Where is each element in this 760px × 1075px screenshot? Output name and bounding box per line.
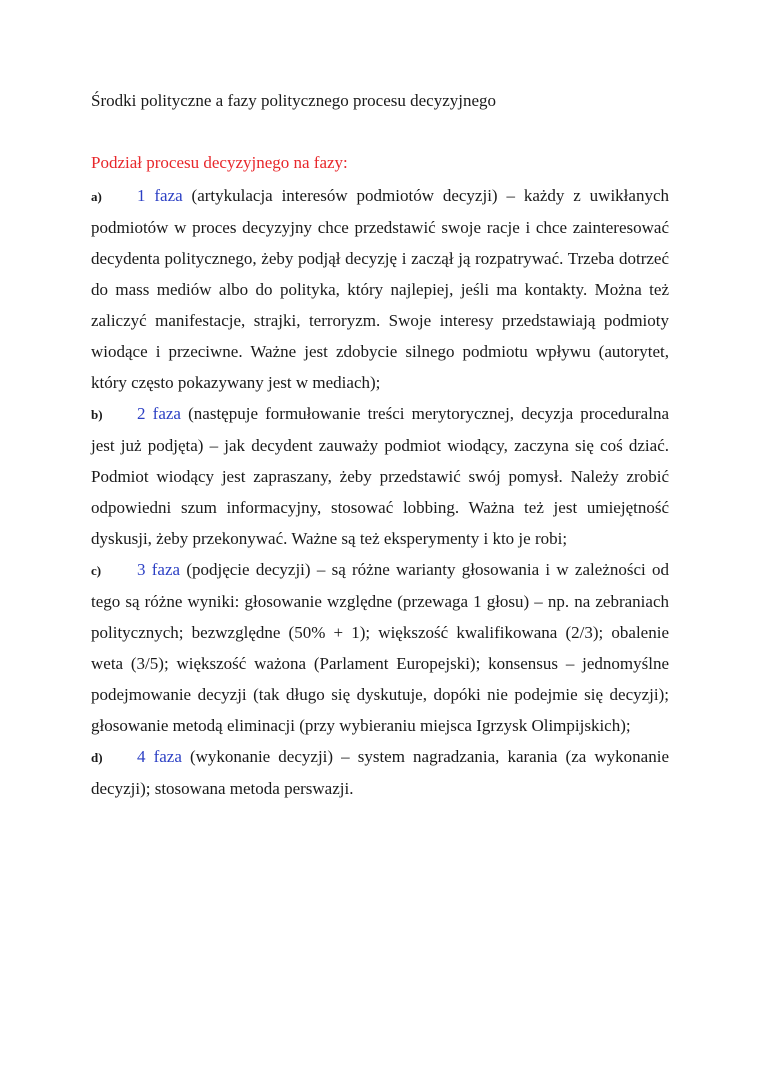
phase-description: (następuje formułowanie treści merytorycznej, decyzja proceduralna jest już podjęta) – jak decydent zauważy podmiot wiodący, zaczyna się coś dziać. Podmiot wiodący jest zapraszany, żeby przedstawić swój pomysł. Należy zrobić odpowiedni szum informacyjny, stosować lobbing. Ważna też jest umiejętność dyskusji, żeby przekonywać. Ważne są też eksperymenty i kto je robi; bbox=[91, 404, 669, 548]
phase-description: (wykonanie decyzji) – system nagradzania, karania (za wykonanie decyzji); stosowana metoda perswazji. bbox=[91, 747, 669, 798]
phase-label: 3 faza bbox=[137, 560, 181, 579]
section-heading: Podział procesu decyzyjnego na fazy: bbox=[91, 153, 348, 172]
list-marker: b) bbox=[91, 407, 103, 422]
list-item bbox=[91, 741, 669, 804]
list-marker: c) bbox=[91, 563, 102, 578]
phase-description: (artykulacja interesów podmiotów decyzji) – każdy z uwikłanych podmiotów w proces decyzyjny chce przedstawić swoje racje i chce zainteresować decydenta politycznego, żeby podjął decyzję i zaczął ją rozpatrywać. Trzeba dotrzeć do mass mediów albo do polityka, który najlepiej, jeśli ma kontakty. Można też zaliczyć manifestacje, strajki, terroryzm. Swoje interesy przedstawiają podmioty wiodące i przeciwne. Ważne jest zdobycie silnego podmiotu wpływu (autorytet, który często pokazywany jest w mediach); bbox=[91, 186, 669, 392]
phase-label: 4 faza bbox=[137, 747, 182, 766]
document-title: Środki polityczne a fazy politycznego procesu decyzyjnego bbox=[91, 91, 497, 110]
list-marker: a) bbox=[91, 189, 102, 204]
phase-description: (podjęcie decyzji) – są różne warianty głosowania i w zależności od tego są różne wyniki: głosowanie względne (przewaga 1 głosu) – np. na zebraniach politycznych; bezwzględne (50% + 1); większość kwalifikowana (2/3); obalenie weta (3/5); większość ważona (Parlament Europejski); konsensus – jednomyślne podejmowanie decyzji (tak długo się dyskutuje, dopóki nie podejmie się decyzji); głosowanie metodą eliminacji (przy wybieraniu miejsca Igrzysk Olimpijskich); bbox=[91, 560, 669, 735]
phase-label: 1 faza bbox=[137, 186, 183, 205]
list-marker: d) bbox=[91, 750, 103, 765]
phase-label: 2 faza bbox=[137, 404, 181, 423]
list-item bbox=[91, 180, 669, 398]
phase-list bbox=[91, 180, 669, 804]
list-item bbox=[91, 554, 669, 741]
list-item bbox=[91, 398, 669, 554]
